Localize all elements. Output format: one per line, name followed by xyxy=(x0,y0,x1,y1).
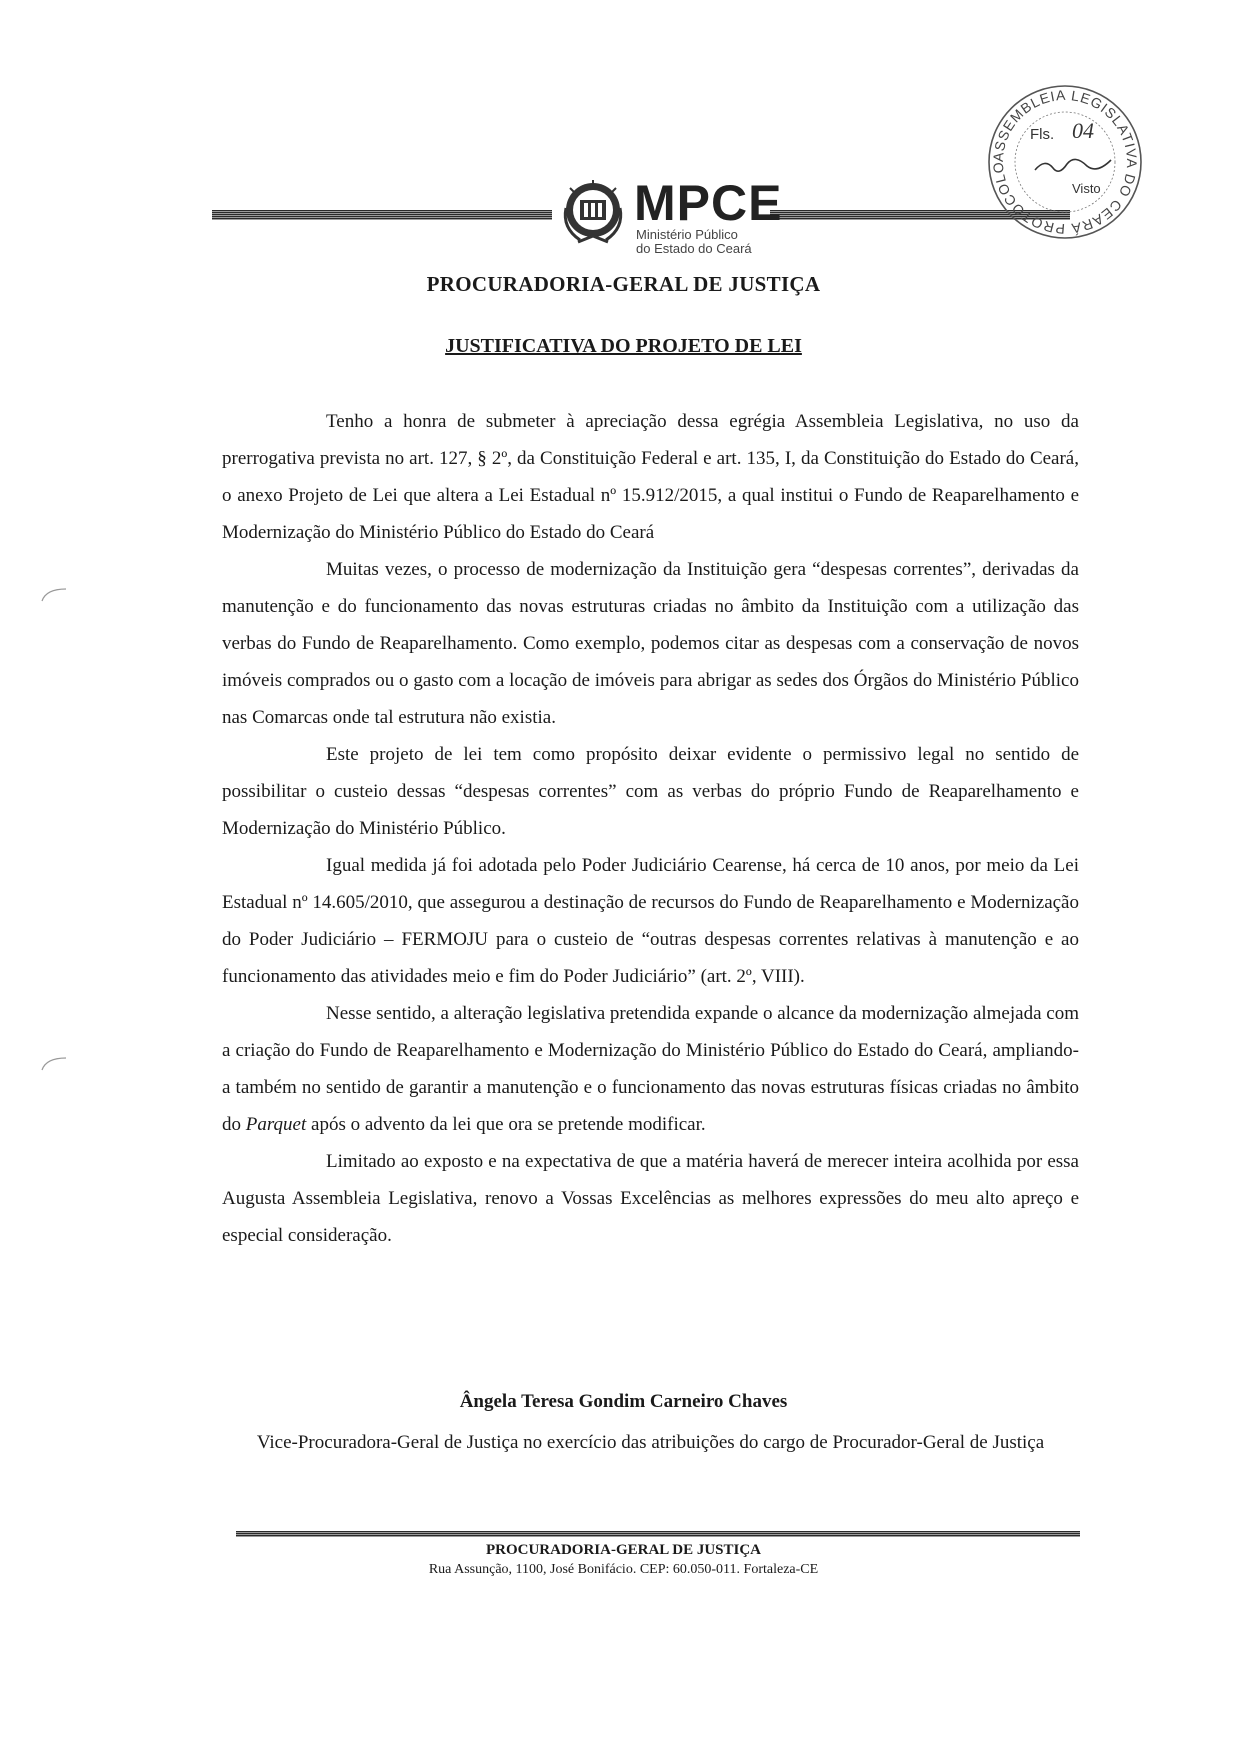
stamp-fls-label: Fls. xyxy=(1030,126,1055,143)
paragraph-6: Limitado ao exposto e na expectativa de que a matéria haverá de merecer inteira acolhida por essa Augusta Assembleia Legislativa, renovo a Vossas Excelências as melhores expressões do meu alto apreço e especial consideração. xyxy=(222,1151,1079,1246)
signatory-name: Ângela Teresa Gondim Carneiro Chaves xyxy=(459,1391,788,1412)
paragraph-2: Muitas vezes, o processo de modernização da Instituição gera “despesas correntes”, derivadas da manutenção e do funcionamento das novas estruturas criadas no âmbito da Instituição com a utilização das verbas do Fundo de Reaparelhamento. Como exemplo, podemos citar as despesas com a conservação de novos imóveis comprados ou o gasto com a locação de imóveis para abrigar as sedes dos Órgãos do Ministério Público nas Comarcas onde tal estrutura não existia. xyxy=(222,559,1079,728)
mpce-emblem-icon xyxy=(560,178,626,248)
paragraph-5-italic-term: Parquet xyxy=(245,1114,307,1135)
footer-address: Rua Assunção, 1100, José Bonifácio. CEP: 60.050-011. Fortaleza-CE xyxy=(428,1562,819,1577)
stamp-visto-label: Visto xyxy=(1072,181,1101,196)
stamp-page-number: 04 xyxy=(1072,118,1094,143)
margin-mark-top xyxy=(40,585,70,605)
margin-mark-bottom xyxy=(40,1054,70,1074)
justification-body xyxy=(222,403,1079,1254)
logo-subtitle-line2: do Estado do Ceará xyxy=(636,241,752,256)
logo-subtitle xyxy=(636,228,752,256)
logo-subtitle-line1: Ministério Público xyxy=(636,227,738,242)
paragraph-4: Igual medida já foi adotada pelo Poder Judiciário Cearense, há cerca de 10 anos, por meio da Lei Estadual nº 14.605/2010, que assegurou a destinação de recursos do Fundo de Reaparelhamento e Modernização do Poder Judiciário – FERMOJU para o custeio de “outras despesas correntes relativas à manutenção e ao funcionamento das atividades meio e fim do Poder Judiciário” (art. 2º, VIII). xyxy=(222,855,1079,987)
svg-text:ASSEMBLEIA LEGISLATIVA DO CEAR xyxy=(990,87,1140,237)
paragraph-5-text-end: após o advento da lei que ora se pretende modificar. xyxy=(306,1114,706,1135)
protocol-stamp xyxy=(985,82,1145,242)
footer-org: PROCURADORIA-GERAL DE JUSTIÇA xyxy=(485,1542,762,1558)
paragraph-1: Tenho a honra de submeter à apreciação dessa egrégia Assembleia Legislativa, no uso da prerrogativa prevista no art. 127, § 2º, da Constituição Federal e art. 135, I, da Constituição do Estado do Ceará, o anexo Projeto de Lei que altera a Lei Estadual nº 15.912/2015, a qual institui o Fundo de Reaparelhamento e Modernização do Ministério Público do Estado do Ceará xyxy=(222,411,1079,543)
footer-rule xyxy=(236,1531,1080,1537)
org-title: PROCURADORIA-GERAL DE JUSTIÇA xyxy=(426,272,821,296)
logo-wordmark: MPCE xyxy=(634,175,783,231)
paragraph-5-text-start: Nesse sentido, a alteração legislativa pretendida expande o alcance da modernização almejada com a criação do Fundo de Reaparelhamento e Modernização do Ministério Público do Estado do Ceará, ampliando-a também no sentido de garantir a manutenção e o funcionamento das novas estruturas físicas criadas no âmbito do xyxy=(222,1003,1079,1135)
signatory-role: Vice-Procuradora-Geral de Justiça no exercício das atribuições do cargo de Procurador-Geral de Justiça xyxy=(256,1432,1045,1453)
paragraph-3: Este projeto de lei tem como propósito deixar evidente o permissivo legal no sentido de possibilitar o custeio dessas “despesas correntes” com as verbas do próprio Fundo de Reaparelhamento e Modernização do Ministério Público. xyxy=(222,744,1079,839)
header-rule-left xyxy=(212,210,552,220)
stamp-ring-text: ASSEMBLEIA LEGISLATIVA DO CEARÁ PROTOCOLO xyxy=(989,86,1141,238)
stamp-signature-scribble xyxy=(1035,159,1111,171)
document-title: JUSTIFICATIVA DO PROJETO DE LEI xyxy=(445,335,802,357)
paragraph-5 xyxy=(222,995,1079,1143)
